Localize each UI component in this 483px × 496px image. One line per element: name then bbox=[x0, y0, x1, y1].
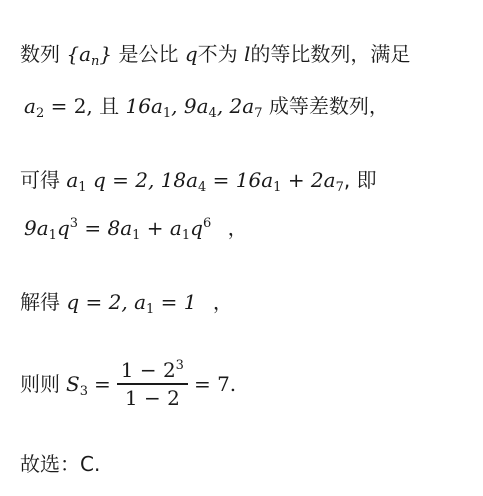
text: ， bbox=[227, 216, 248, 240]
text: 成等差数列， bbox=[268, 94, 389, 118]
math-expr: $a_1$ q = 2, $18a_4 = 16a_1 + 2a_7$ bbox=[66, 168, 344, 195]
fraction-denominator: 1 − 2 bbox=[124, 385, 180, 410]
math-a2: $a_2$ bbox=[24, 94, 45, 121]
text: 是公比 bbox=[118, 42, 179, 66]
math-terms: $16a_1$, $9a_4$, $2a_7$ bbox=[125, 94, 263, 121]
line-solution bbox=[20, 290, 233, 317]
line-derivation bbox=[20, 168, 377, 195]
text: ， bbox=[212, 290, 233, 314]
text: 则则 bbox=[20, 371, 60, 396]
text: , 即 bbox=[343, 168, 377, 192]
text: 数列 bbox=[20, 42, 60, 66]
math-one: l bbox=[244, 42, 251, 66]
line-problem-statement bbox=[20, 42, 411, 69]
text: 且 bbox=[99, 94, 120, 118]
math-eq: = 2, bbox=[50, 94, 93, 118]
line-answer bbox=[20, 454, 100, 474]
fraction-numerator: $1 - 2^3$ bbox=[120, 358, 184, 382]
line-conditions bbox=[24, 94, 389, 121]
fraction-bar bbox=[117, 383, 188, 385]
math-q: q bbox=[184, 42, 198, 66]
text: 的等比数列，满足 bbox=[250, 42, 411, 66]
text: 可得 bbox=[20, 168, 60, 192]
line-equation bbox=[24, 216, 248, 243]
math-seq: $\{a_n\}$ bbox=[66, 42, 113, 69]
fraction bbox=[117, 360, 188, 408]
math-s3: $S_3$ bbox=[66, 371, 88, 399]
answer-text: 故选：C. bbox=[20, 452, 101, 476]
text: 解得 bbox=[20, 290, 60, 314]
math-eq: = bbox=[93, 371, 111, 396]
text: 不为 bbox=[197, 42, 238, 66]
line-sum bbox=[20, 360, 236, 408]
math-equation: $9a_1q^3 = 8a_1 + a_1q^6$ bbox=[24, 216, 212, 243]
math-solution: q = 2, $a_1 = 1$ bbox=[66, 290, 197, 317]
math-result: = 7. bbox=[193, 371, 237, 396]
